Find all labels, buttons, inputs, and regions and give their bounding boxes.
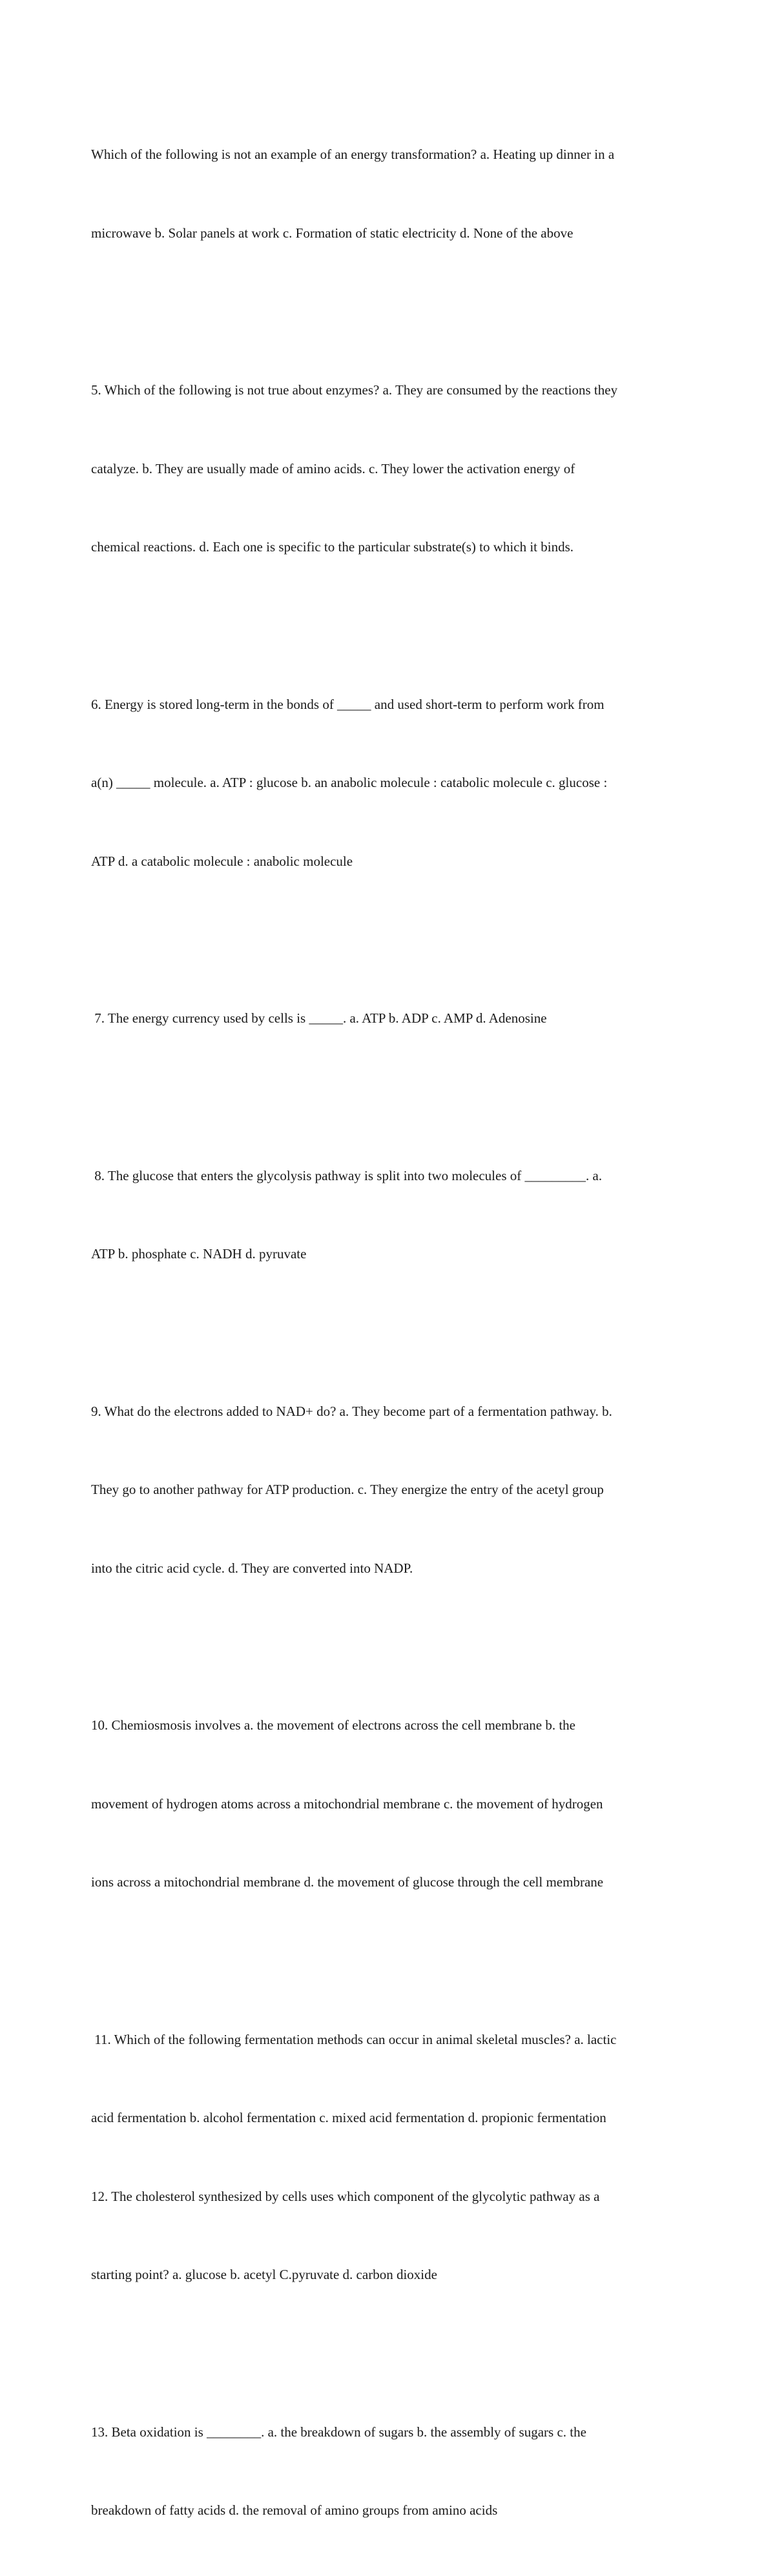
question-11-12 — [91, 1974, 685, 2340]
question-6 — [91, 639, 685, 927]
text-line: acid fermentation b. alcohol fermentation c. mixed acid fermentation d. propionic fermentation — [91, 2110, 606, 2125]
text-line: They go to another pathway for ATP production. c. They energize the entry of the acetyl group — [91, 1482, 604, 1497]
text-line: breakdown of fatty acids d. the removal of amino groups from amino acids — [91, 2502, 498, 2518]
question-9 — [91, 1346, 685, 1634]
text-line: 9. What do the electrons added to NAD+ do? a. They become part of a fermentation pathway. b. — [91, 1403, 612, 1419]
question-10 — [91, 1660, 685, 1948]
text-line: Which of the following is not an example of an energy transformation? a. Heating up dinner in a — [91, 147, 615, 162]
text-line: 6. Energy is stored long-term in the bonds of _____ and used short-term to perform work from — [91, 696, 604, 712]
text-line: 7. The energy currency used by cells is _____. a. ATP b. ADP c. AMP d. Adenosine — [91, 1010, 547, 1026]
text-line: 13. Beta oxidation is ________. a. the breakdown of sugars b. the assembly of sugars c. the — [91, 2424, 586, 2440]
text-line: ATP d. a catabolic molecule : anabolic molecule — [91, 853, 353, 869]
text-line: starting point? a. glucose b. acetyl C.pyruvate d. carbon dioxide — [91, 2267, 437, 2282]
text-line: 11. Which of the following fermentation methods can occur in animal skeletal muscles? a. lactic — [91, 2031, 617, 2047]
text-line: catalyze. b. They are usually made of amino acids. c. They lower the activation energy of — [91, 460, 575, 476]
question-7 — [91, 953, 685, 1084]
text-line: chemical reactions. d. Each one is specific to the particular substrate(s) to which it binds. — [91, 539, 574, 555]
text-line: 12. The cholesterol synthesized by cells uses which component of the glycolytic pathway as a — [91, 2188, 600, 2204]
text-line: into the citric acid cycle. d. They are converted into NADP. — [91, 1560, 413, 1576]
text-line: 10. Chemiosmosis involves a. the movement of electrons across the cell membrane b. the — [91, 1717, 575, 1733]
text-line: ions across a mitochondrial membrane d. the movement of glucose through the cell membrane — [91, 1874, 604, 1890]
document-body — [91, 89, 685, 2576]
question-8 — [91, 1110, 685, 1320]
text-line: movement of hydrogen atoms across a mitochondrial membrane c. the movement of hydrogen — [91, 1795, 603, 1812]
text-line: a(n) _____ molecule. a. ATP : glucose b. an anabolic molecule : catabolic molecule c. glucose : — [91, 775, 608, 790]
text-line: 5. Which of the following is not true about enzymes? a. They are consumed by the reactions they — [91, 382, 618, 398]
text-line: microwave b. Solar panels at work c. Formation of static electricity d. None of the above — [91, 225, 574, 241]
question-5 — [91, 325, 685, 613]
question-13 — [91, 2367, 685, 2576]
text-line: ATP b. phosphate c. NADH d. pyruvate — [91, 1246, 307, 1262]
question-energy-transformation — [91, 89, 685, 298]
text-line: 8. The glucose that enters the glycolysis pathway is split into two molecules of _________. a. — [91, 1167, 603, 1183]
